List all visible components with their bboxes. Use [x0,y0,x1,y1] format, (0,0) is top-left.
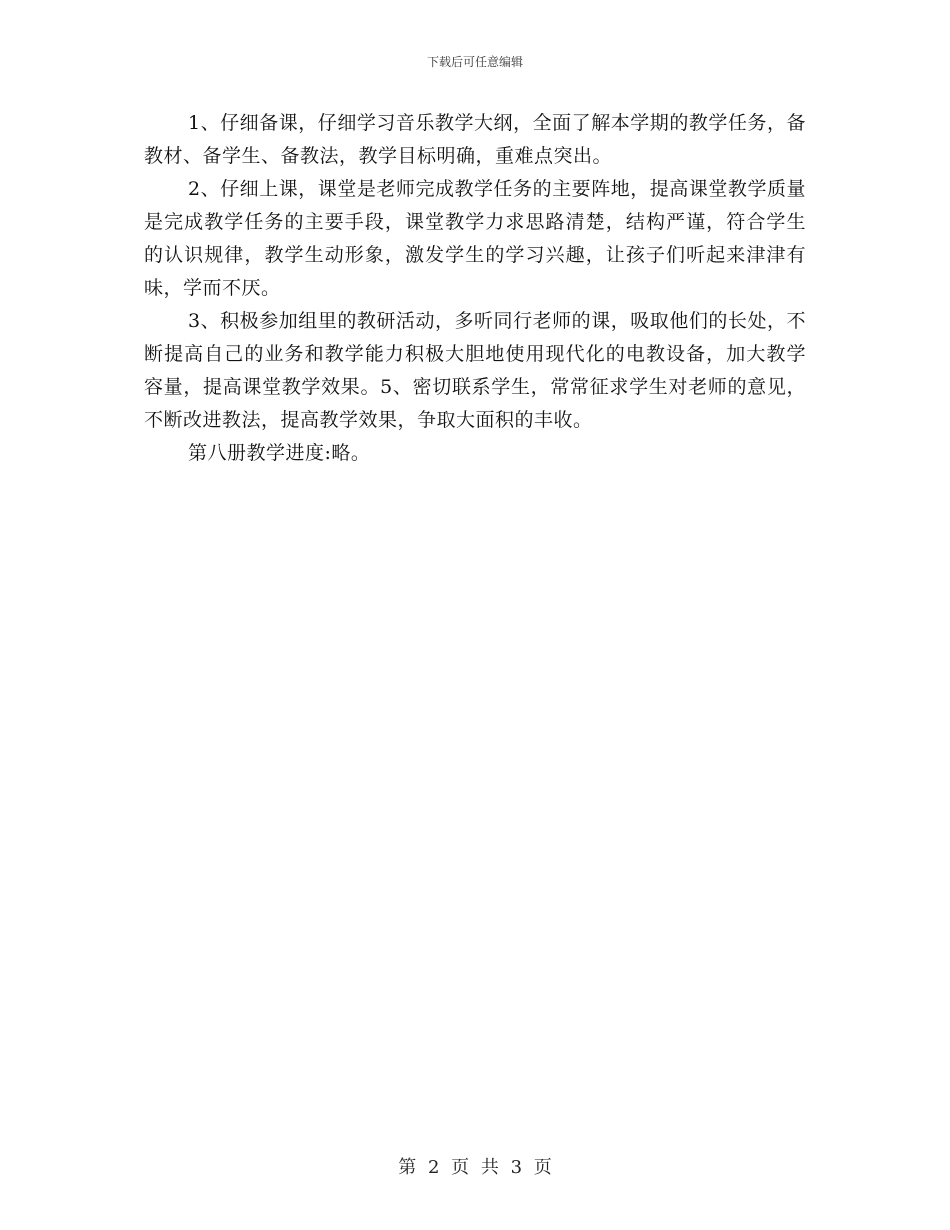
paragraph-2: 2、仔细上课，课堂是老师完成教学任务的主要阵地，提高课堂教学质量是完成教学任务的主要手段，课堂教学力求思路清楚，结构严谨，符合学生的认识规律，教学生动形象，激发学生的学习兴趣，让孩子们听起来津津有味，学而不厌。 [144,178,806,299]
paragraph-3: 3、积极参加组里的教研活动，多听同行老师的课，吸取他们的长处，不断提高自己的业务和教学能力积极大胆地使用现代化的电教设备，加大教学容量，提高课堂教学效果。5、密切联系学生，常常征求学生对老师的意见，不断改进教法，提高教学效果，争取大面积的丰收。 [144,310,806,431]
page-header-note: 下载后可任意编辑 [426,55,523,69]
paragraph-4: 第八册教学进度:略。 [188,442,371,464]
document-body [144,107,806,470]
paragraph-1: 1、仔细备课，仔细学习音乐教学大纲，全面了解本学期的教学任务，备教材、备学生、备教法，教学目标明确，重难点突出。 [144,112,806,167]
page-number-footer: 第 2 页 共 3 页 [398,1157,552,1178]
